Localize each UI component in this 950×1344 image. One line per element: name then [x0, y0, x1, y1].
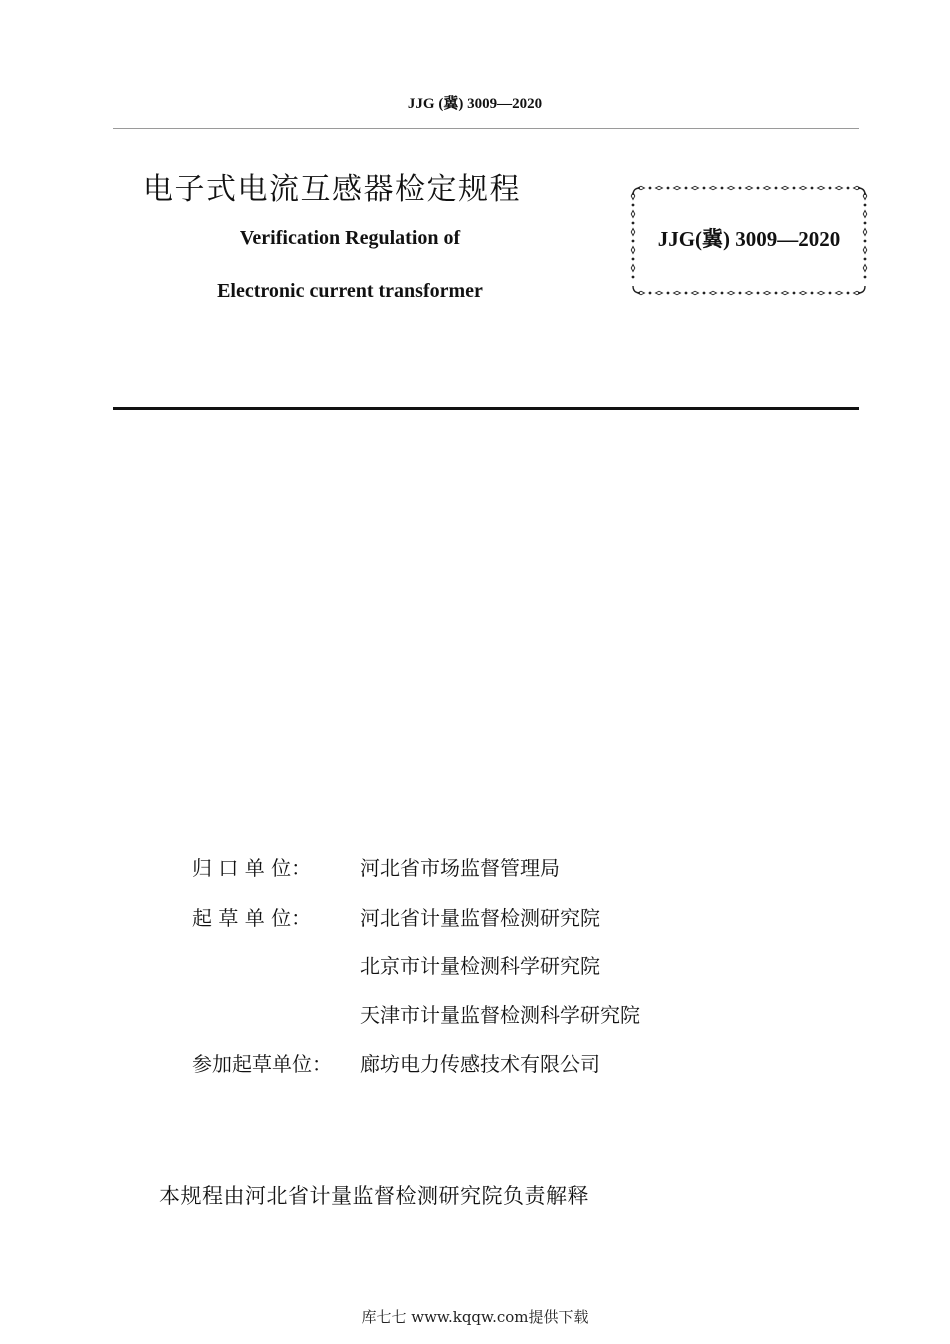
header-divider	[113, 128, 859, 129]
header-standard-code: JJG (冀) 3009—2020	[407, 96, 543, 112]
footer-download-note: 库七七 www.kqqw.com提供下载	[361, 1308, 589, 1326]
drafting-unit-value-2: 北京市计量检测科学研究院	[360, 954, 600, 978]
drafting-unit-label: 起 草 单 位：	[192, 906, 312, 930]
drafting-unit-value-1: 河北省计量监督检测研究院	[360, 906, 600, 930]
main-divider	[113, 407, 859, 410]
standard-code-box	[628, 183, 870, 298]
standard-code-text: JJG(冀) 3009—2020	[657, 227, 841, 251]
title-chinese: 电子式电流互感器检定规程	[143, 172, 521, 207]
drafting-unit-value-3: 天津市计量监督检测科学研究院	[360, 1003, 640, 1027]
centralized-unit-label: 归 口 单 位：	[192, 856, 312, 880]
title-english-line2: Electronic current transformer	[217, 280, 483, 302]
participating-unit-label: 参加起草单位：	[192, 1052, 332, 1076]
centralized-unit-value: 河北省市场监督管理局	[360, 856, 560, 880]
interpretation-statement: 本规程由河北省计量监督检测研究院负责解释	[159, 1184, 589, 1208]
participating-unit-value: 廊坊电力传感技术有限公司	[360, 1052, 600, 1076]
title-english-line1: Verification Regulation of	[239, 227, 461, 249]
